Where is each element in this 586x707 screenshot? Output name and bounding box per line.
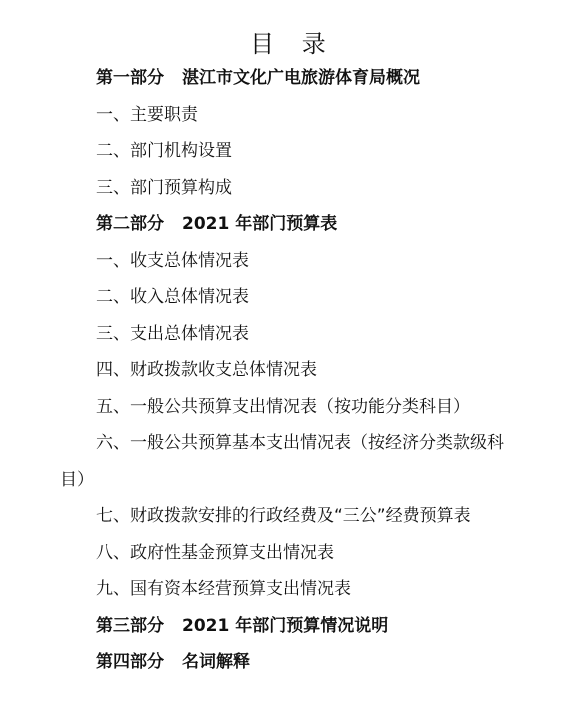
toc-item: 四、财政拨款收支总体情况表 bbox=[96, 360, 317, 380]
toc-part-2 bbox=[0, 206, 586, 243]
toc-item: 八、政府性基金预算支出情况表 bbox=[96, 542, 334, 563]
toc-item: 一、收支总体情况表 bbox=[96, 250, 249, 271]
toc-item: 九、国有资本经营预算支出情况表 bbox=[96, 579, 351, 599]
toc-item-continuation: 目） bbox=[60, 469, 94, 490]
part-label: 第三部分 bbox=[96, 615, 164, 636]
part-name: 湛江市文化广电旅游体育局概况 bbox=[182, 68, 420, 88]
toc-item: 一、主要职责 bbox=[96, 104, 198, 125]
toc-item: 二、部门机构设置 bbox=[96, 141, 232, 161]
toc-item: 三、支出总体情况表 bbox=[96, 323, 249, 344]
table-of-contents bbox=[0, 60, 586, 681]
toc-part-4 bbox=[0, 644, 586, 681]
page-title: 目 录 bbox=[250, 30, 336, 58]
toc-item: 二、收入总体情况表 bbox=[96, 287, 249, 307]
toc-part-1 bbox=[0, 60, 586, 97]
toc-part-3 bbox=[0, 608, 586, 645]
toc-item: 三、部门预算构成 bbox=[96, 177, 232, 198]
toc-item: 七、财政拨款安排的行政经费及“三公”经费预算表 bbox=[96, 506, 471, 526]
part-label: 第四部分 bbox=[96, 652, 164, 672]
part-label: 第二部分 bbox=[96, 214, 164, 234]
part-name: 2021 年部门预算情况说明 bbox=[182, 615, 389, 636]
toc-item: 六、一般公共预算基本支出情况表（按经济分类款级科 bbox=[96, 433, 504, 453]
part-name: 2021 年部门预算表 bbox=[182, 214, 338, 234]
part-label: 第一部分 bbox=[96, 68, 164, 88]
part-name: 名词解释 bbox=[182, 652, 250, 672]
toc-item: 五、一般公共预算支出情况表（按功能分类科目） bbox=[96, 396, 470, 417]
